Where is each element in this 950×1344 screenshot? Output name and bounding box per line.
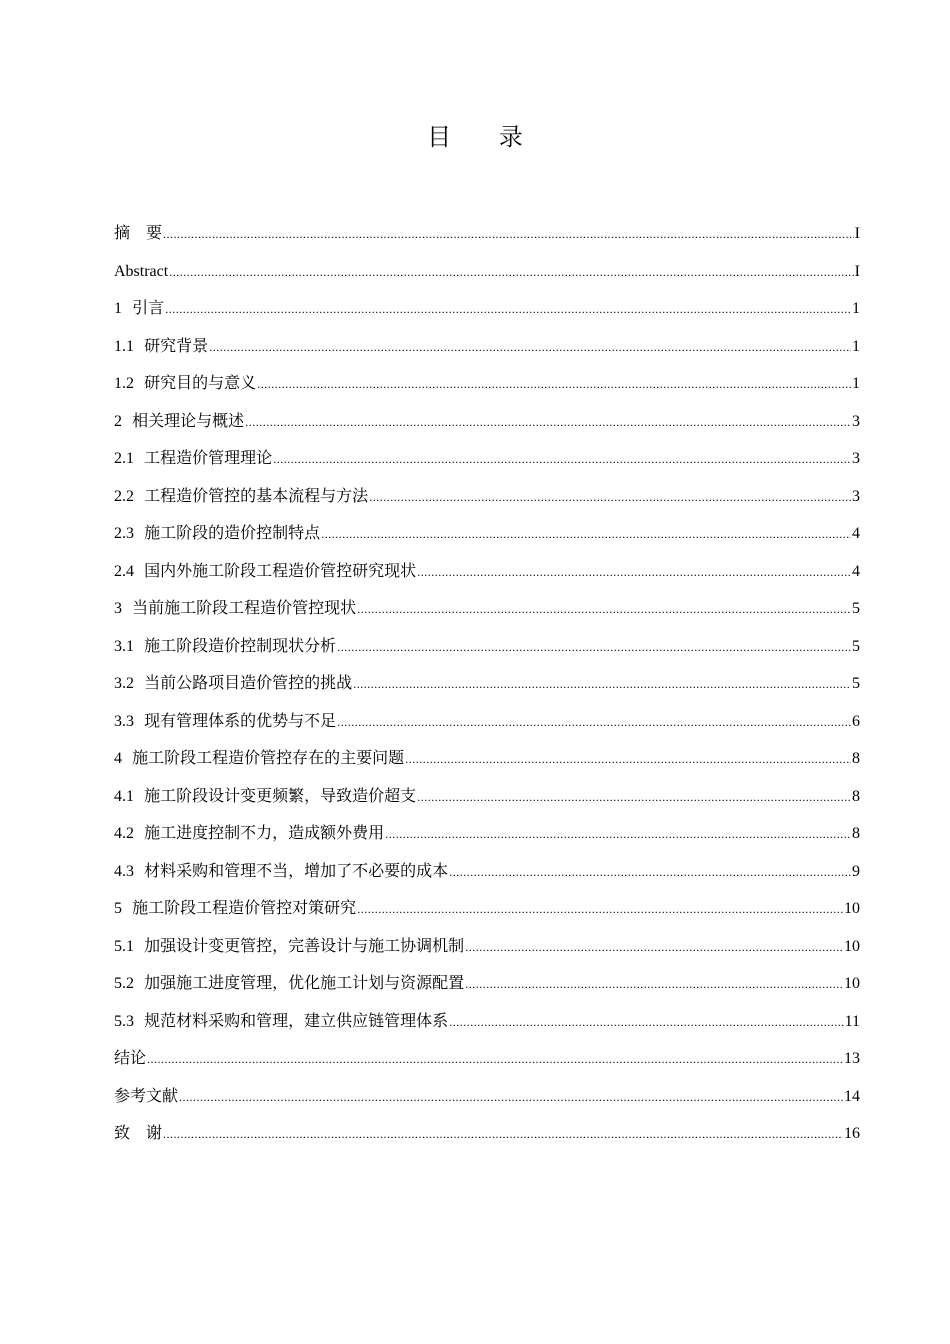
toc-page-number: 10: [844, 937, 860, 955]
toc-entry[interactable]: [114, 552, 860, 590]
toc-entry-text: 工程造价管理理论: [144, 448, 273, 467]
toc-entry[interactable]: [114, 814, 860, 852]
toc-dot-leader: [369, 479, 851, 517]
toc-entry-number: 4.1: [114, 787, 134, 805]
toc-dot-leader: [169, 254, 853, 292]
toc-page-number: 13: [844, 1050, 860, 1067]
toc-entry-text: 当前施工阶段工程造价管控现状: [132, 598, 357, 617]
toc-entry[interactable]: [114, 477, 860, 515]
toc-dot-leader: [465, 929, 843, 967]
toc-entry-label: [114, 1114, 162, 1152]
toc-entry[interactable]: [114, 627, 860, 665]
toc-entry[interactable]: [114, 514, 860, 552]
toc-page-number: 1: [852, 375, 860, 392]
toc-dot-leader: [163, 216, 854, 254]
toc-entry-number: 1: [114, 300, 122, 317]
toc-entry-number: 5.1: [114, 937, 134, 955]
toc-page-number: 3: [852, 450, 860, 467]
toc-dot-leader: [385, 816, 851, 854]
toc-entry-text: 工程造价管控的基本流程与方法: [144, 485, 369, 505]
toc-entry-text: 规范材料采购和管理，建立供应链管理体系: [144, 1010, 449, 1030]
toc-entry-number: 3.2: [114, 675, 134, 692]
toc-entry-label: [114, 327, 208, 366]
toc-page-number: 4: [852, 562, 860, 580]
toc-entry-text: 相关理论与概述: [132, 410, 245, 430]
toc-page-number: 5: [852, 637, 860, 655]
toc-entry[interactable]: [114, 589, 860, 627]
toc-entry-text: 参考文献: [114, 1085, 179, 1105]
toc-dot-leader: [357, 591, 851, 629]
toc-entry[interactable]: [114, 402, 860, 440]
toc-page-number: I: [854, 262, 860, 280]
toc-dot-leader: [465, 966, 843, 1004]
toc-entry-text: 现有管理体系的优势与不足: [144, 710, 337, 730]
toc-entry-label: [114, 439, 272, 478]
toc-entry-number: 4.2: [114, 825, 134, 842]
toc-dot-leader: [417, 554, 851, 592]
toc-entry-number: 5: [114, 900, 122, 917]
toc-dot-leader: [147, 1041, 843, 1079]
toc-entry[interactable]: [114, 439, 860, 477]
toc-dot-leader: [273, 441, 851, 479]
toc-entry-label: [114, 814, 384, 853]
toc-entry[interactable]: [114, 252, 860, 290]
toc-entry-number: 2.1: [114, 450, 134, 467]
toc-entry[interactable]: [114, 1002, 860, 1040]
toc-entry[interactable]: [114, 289, 860, 327]
toc-entry-number: 2: [114, 412, 122, 430]
toc-entry-text: 引言: [132, 298, 165, 317]
toc-entry[interactable]: [114, 889, 860, 927]
toc-page-number: 6: [852, 712, 860, 730]
toc-dot-leader: [449, 1004, 843, 1042]
toc-entry-label: [114, 739, 404, 778]
toc-entry-label: [114, 627, 336, 666]
toc-entry-text: 国内外施工阶段工程造价管控研究现状: [144, 560, 417, 580]
toc-page-number: 10: [844, 975, 860, 992]
toc-entry-text: 施工阶段工程造价管控存在的主要问题: [132, 748, 405, 767]
toc-entry-number: 5.2: [114, 975, 134, 992]
toc-page-number: 4: [852, 525, 860, 542]
toc-entry-label: [114, 852, 448, 891]
toc-entry-label: [114, 252, 168, 291]
toc-entry-label: [114, 927, 464, 966]
toc-entry-label: [114, 702, 336, 741]
toc-dot-leader: [179, 1079, 843, 1117]
toc-entry[interactable]: [114, 702, 860, 740]
toc-entry-text: 施工阶段设计变更频繁，导致造价超支: [144, 785, 417, 805]
toc-entry-label: [114, 964, 464, 1003]
table-of-contents: [114, 214, 860, 1152]
toc-entry[interactable]: [114, 927, 860, 965]
toc-entry-label: [114, 552, 416, 591]
toc-entry[interactable]: [114, 964, 860, 1002]
toc-entry-text: 施工阶段的造价控制特点: [144, 523, 321, 542]
toc-page-number: 1: [852, 337, 860, 355]
toc-entry-text: 施工阶段工程造价管控对策研究: [132, 898, 357, 917]
toc-entry-text: 结论: [114, 1048, 147, 1067]
toc-dot-leader: [449, 854, 851, 892]
toc-entry-number: 3: [114, 600, 122, 617]
toc-dot-leader: [257, 366, 851, 404]
toc-entry-text: 研究目的与意义: [144, 373, 257, 392]
toc-entry-text: 致 谢: [114, 1123, 163, 1142]
toc-page-number: 10: [844, 900, 860, 917]
toc-entry-label: [114, 514, 320, 553]
toc-page-number: 5: [852, 600, 860, 617]
toc-entry[interactable]: [114, 739, 860, 777]
toc-dot-leader: [165, 291, 851, 329]
toc-entry[interactable]: [114, 364, 860, 402]
toc-entry[interactable]: [114, 852, 860, 890]
toc-entry-text: 加强设计变更管控，完善设计与施工协调机制: [144, 935, 465, 955]
toc-entry-number: 1.2: [114, 375, 134, 392]
toc-entry-label: [114, 214, 162, 252]
toc-dot-leader: [163, 1116, 843, 1154]
page-title: 目 录: [427, 123, 543, 151]
toc-dot-leader: [405, 741, 851, 779]
toc-entry[interactable]: [114, 214, 860, 252]
toc-page-number: 3: [852, 487, 860, 505]
toc-entry-text: 研究背景: [144, 335, 209, 355]
toc-entry-number: 3.1: [114, 637, 134, 655]
toc-page-number: 16: [844, 1125, 860, 1142]
toc-entry-text: 加强施工进度管理，优化施工计划与资源配置: [144, 973, 465, 992]
toc-entry-label: [114, 1002, 448, 1041]
toc-entry-text: Abstract: [114, 262, 169, 280]
toc-dot-leader: [337, 704, 851, 742]
toc-entry-number: 3.3: [114, 712, 134, 730]
toc-entry-number: 4.3: [114, 862, 134, 880]
toc-dot-leader: [417, 779, 851, 817]
toc-dot-leader: [245, 404, 851, 442]
toc-dot-leader: [337, 629, 851, 667]
toc-page-number: 14: [844, 1087, 860, 1105]
toc-entry-number: 2.4: [114, 562, 134, 580]
toc-entry[interactable]: [114, 327, 860, 365]
toc-entry-label: [114, 1077, 178, 1115]
toc-entry-label: [114, 477, 368, 516]
toc-entry-text: 施工进度控制不力，造成额外费用: [144, 823, 385, 842]
toc-entry-label: [114, 364, 256, 403]
toc-entry-text: 施工阶段造价控制现状分析: [144, 635, 337, 655]
toc-dot-leader: [357, 891, 843, 929]
toc-page-number: 5: [852, 675, 860, 692]
toc-dot-leader: [353, 666, 851, 704]
toc-entry-number: 1.1: [114, 337, 134, 355]
toc-entry-label: [114, 664, 352, 703]
toc-dot-leader: [209, 329, 851, 367]
toc-entry-label: [114, 589, 356, 628]
toc-entry-label: [114, 1039, 146, 1077]
toc-entry-text: 当前公路项目造价管控的挑战: [144, 673, 353, 692]
toc-entry-label: [114, 889, 356, 928]
toc-entry-number: 5.3: [114, 1012, 134, 1030]
toc-page-number: 11: [844, 1012, 860, 1030]
toc-entry[interactable]: [114, 664, 860, 702]
toc-entry[interactable]: [114, 1114, 860, 1152]
toc-page-number: 9: [852, 862, 860, 880]
toc-page-number: 3: [852, 412, 860, 430]
toc-entry-number: 2.3: [114, 525, 134, 542]
toc-entry[interactable]: [114, 1077, 860, 1115]
toc-page-number: 8: [852, 787, 860, 805]
toc-entry-text: 材料采购和管理不当，增加了不必要的成本: [144, 860, 449, 880]
toc-entry[interactable]: [114, 777, 860, 815]
toc-page-number: 1: [852, 300, 860, 317]
toc-entry[interactable]: [114, 1039, 860, 1077]
toc-entry-number: 2.2: [114, 487, 134, 505]
toc-entry-label: [114, 402, 244, 441]
toc-page-number: 8: [852, 750, 860, 767]
toc-entry-label: [114, 777, 416, 816]
toc-entry-label: [114, 289, 164, 328]
toc-page-number: I: [854, 225, 860, 242]
toc-entry-text: 摘 要: [114, 223, 163, 242]
toc-page-number: 8: [852, 825, 860, 842]
toc-entry-number: 4: [114, 750, 122, 767]
toc-dot-leader: [321, 516, 851, 554]
